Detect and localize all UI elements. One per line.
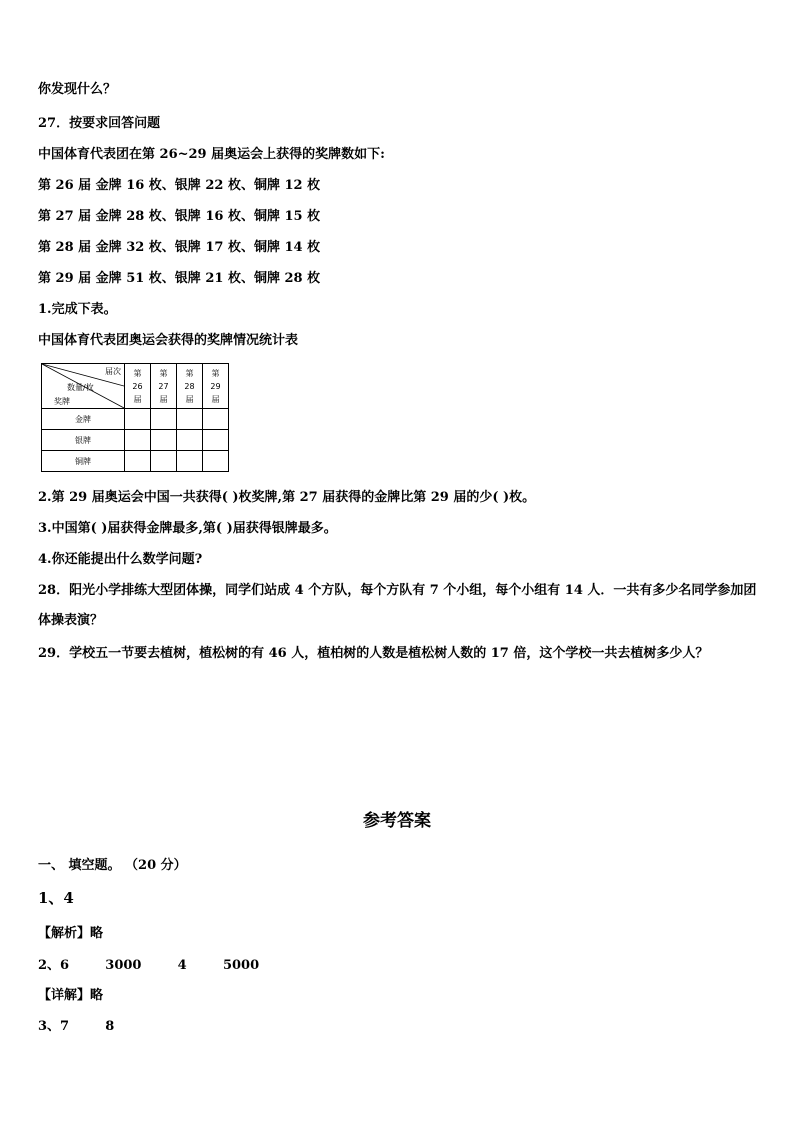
table-row [42,409,229,430]
answers-title: 参考答案 [363,811,431,831]
row-label-gold: 金牌 [42,409,125,430]
blank-cell [203,451,229,472]
blank-cell [125,430,151,451]
blank-cell [125,409,151,430]
answer-1: 1、4 [38,889,74,907]
table-column-header: 第 26 届 [125,364,151,409]
olympics-29-line: 第 29 届 金牌 51 枚、银牌 21 枚、铜牌 28 枚 [38,271,321,286]
blank-cell [151,451,177,472]
blank-cell [151,430,177,451]
table-column-header: 第 29 届 [203,364,229,409]
blank-cell [177,430,203,451]
question-27-title: 27．按要求回答问题 [38,116,161,131]
question-28: 28．阳光小学排练大型团体操，同学们站成 4 个方队，每个方队有 7 个小组，每个小组有 14 人．一共有多少名同学参加团体操表演？ [38,583,757,628]
answers-section-heading: 一、 填空题。 （20 分） [38,858,187,873]
answer-2: 2、6 3000 4 5000 [38,958,260,973]
row-label-bronze: 铜牌 [42,451,125,472]
question-29: 29．学校五一节要去植树，植松树的有 46 人，植柏树的人数是植松树人数的 17 倍，这个学校一共去植树多少人？ [38,646,709,661]
blank-cell [203,409,229,430]
question-27-part-3: 3.中国第( )届获得金牌最多,第( )届获得银牌最多。 [38,521,337,536]
olympics-28-line: 第 28 届 金牌 32 枚、银牌 17 枚、铜牌 14 枚 [38,240,321,255]
table-diagonal-header [42,364,125,409]
blank-cell [203,430,229,451]
blank-cell [177,409,203,430]
olympics-27-line: 第 27 届 金牌 28 枚、银牌 16 枚、铜牌 15 枚 [38,209,321,224]
question-27-intro: 中国体育代表团在第 26~29 届奥运会上获得的奖牌数如下: [38,147,385,162]
medal-table [41,363,229,472]
table-column-header: 第 28 届 [177,364,203,409]
answer-1-note: 【解析】略 [38,926,104,941]
table-title: 中国体育代表团奥运会获得的奖牌情况统计表 [38,333,299,348]
header-session-label: 届次 [105,367,121,376]
header-quantity-label: 数量/枚 [67,383,94,392]
table-header-row [42,364,229,409]
table-column-header: 第 27 届 [151,364,177,409]
table-row [42,430,229,451]
answer-2-note: 【详解】略 [38,988,104,1003]
blank-cell [151,409,177,430]
blank-cell [125,451,151,472]
header-medal-label: 奖牌 [54,397,70,406]
question-27-part-4: 4.你还能提出什么数学问题? [38,552,203,567]
row-label-silver: 银牌 [42,430,125,451]
table-row [42,451,229,472]
blank-cell [177,451,203,472]
question-27-part-1: 1.完成下表。 [38,302,117,317]
olympics-26-line: 第 26 届 金牌 16 枚、银牌 22 枚、铜牌 12 枚 [38,178,321,193]
question-discover: 你发现什么？ [38,82,117,97]
answer-3: 3、7 8 [38,1019,115,1034]
question-27-part-2: 2.第 29 届奥运会中国一共获得( )枚奖牌,第 27 届获得的金牌比第 29 届的少( )枚。 [38,490,536,505]
